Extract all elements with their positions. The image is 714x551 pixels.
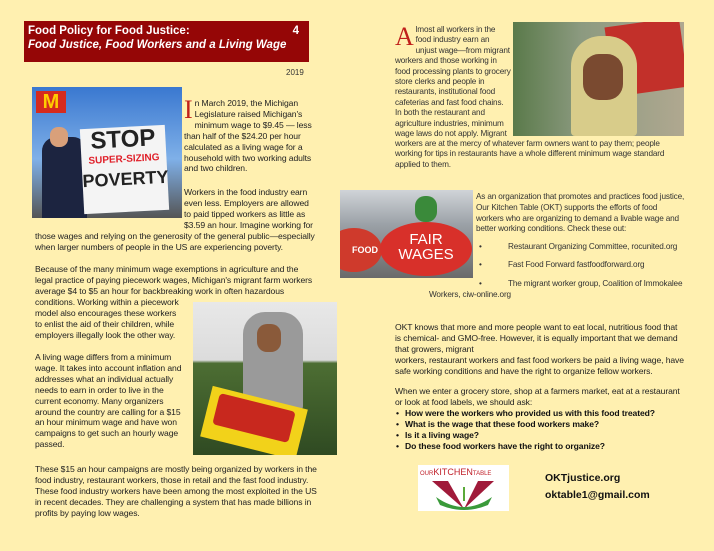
question-item: • What is the wage that these food workers make? [395, 419, 685, 430]
migrant-worker-photo [513, 22, 684, 136]
email-link[interactable]: oktable1@gmail.com [545, 489, 650, 501]
paragraph: These $15 an hour campaigns are mostly being organized by workers in the food industry, restaurant workers, those in retail and the fast food industry. These food industry workers have been among the most exploited in the US in recent decades. They are challenging a system that has made billions in profits by paying low wages. [35, 464, 317, 518]
intro-paragraph [184, 95, 314, 174]
mcdonalds-sign: M [36, 91, 66, 113]
protest-photo [32, 87, 182, 218]
link-fastfoodforward[interactable]: • Fast Food Forward fastfoodforward.org [477, 260, 687, 270]
question-item: • How were the workers who provided us with this food treated? [395, 408, 685, 419]
drop-cap: A [395, 22, 414, 51]
questions-list [395, 408, 685, 452]
link-rocunited[interactable]: • Restaurant Organizing Committee, rocunited.org [477, 242, 687, 252]
paragraph: A living wage differs from a minimum wage. It takes into account inflation and addresses what an individual actually needs to earn in order to live in the current economy. Many organizers around the country are calling for a $15 an hour minimum wage and have won campaigns to get such an hourly wage passed. [35, 352, 182, 450]
paragraph: Because of the many minimum wage exemptions in agriculture and the legal practice of paying piecework wages, Michigan's migrant farm workers average $4 to $5 an hour for backbreaking work in often hazardous [35, 264, 313, 296]
paragraph: conditions. Working within a piecework model also encourages these workers to enlist the aid of their children, while employers illegally look the other way. [35, 297, 179, 340]
logo-text: TABLE [472, 471, 492, 477]
sign-text: SUPER-SIZING [88, 152, 160, 167]
question-item: • Do these food workers have the right to organize? [395, 441, 685, 452]
year: 2019 [286, 68, 304, 77]
farmworker-photo [193, 302, 337, 455]
protest-sign [80, 125, 169, 214]
logo-v-icon [418, 477, 509, 511]
paragraph: workers are at the mercy of whatever farm owners want to pay them; people working for tips in restaurants have a whole different minimum wage standard applied to them. [395, 139, 665, 169]
paragraph-text: lmost all workers in the food industry earn an unjust wage—from migrant workers and those working in food processing plants to grocery store clerks and people in restaurants, institutional food cafeterias and fast food chains. In both the restaurant and agriculture industries, minimum wage laws do not apply. Migrant [395, 25, 511, 139]
sign-text: WAGES [398, 246, 454, 263]
fair-wages-photo: FOOD FAIR WAGES [340, 190, 473, 278]
drop-cap: I [184, 95, 193, 124]
paragraph-text: n March 2019, the Michigan Legislature raised Michigan's minimum wage to $9.45 — less than half of the $24.20 per hour calculated as a living wage for a household with two working adults and two children. [184, 98, 312, 174]
issue-number: 4 [292, 25, 299, 37]
title-banner [24, 21, 309, 62]
fair-wages-sign [380, 222, 472, 276]
paragraph: those wages and relying on the generosity of the general public—especially when larger numbers of people in the US are experiencing poverty. [35, 231, 315, 252]
page-title: Food Policy for Food Justice: [28, 25, 190, 37]
logo-text: OUR [420, 471, 434, 477]
paragraph: Workers in the food industry earn even less. Employers are allowed to paid tipped workers as little as $3.59 an hour. Imagine working for [184, 187, 313, 230]
paragraph: When we enter a grocery store, shop at a farmers market, eat at a restaurant or look at food labels, we should ask: [395, 386, 680, 407]
logo-text: KITCHEN [433, 467, 473, 477]
link-ciw[interactable]: • The migrant worker group, Coalition of Immokalee [477, 279, 687, 289]
question-item: • Is it a living wage? [395, 430, 685, 441]
our-kitchen-table-logo [418, 465, 509, 511]
link-ciw-continued[interactable]: Workers, ciw-online.org [429, 290, 511, 299]
website-link[interactable]: OKTjustice.org [545, 472, 621, 484]
paragraph: As an organization that promotes and practices food justice, Our Kitchen Table (OKT) supports the efforts of food workers who are organizing to demand a livable wage and better working conditions. Check these out: [476, 192, 685, 234]
page-subtitle: Food Justice, Food Workers and a Living Wage [28, 39, 287, 51]
sign-text: POVERTY [82, 166, 169, 192]
sign-text: STOP [89, 124, 157, 155]
paragraph: workers, restaurant workers and fast food workers be paid a living wage, have safe working conditions and have the right to organize fellow workers. [395, 355, 684, 376]
organization-links [477, 242, 687, 297]
sign-text: FAIR [409, 231, 443, 248]
paragraph: OKT knows that more and more people want to eat local, nutritious food that is chemical- and GMO-free. However, it is equally important that we demand that growers, migrant [395, 322, 678, 354]
right-intro-paragraph [395, 22, 511, 139]
